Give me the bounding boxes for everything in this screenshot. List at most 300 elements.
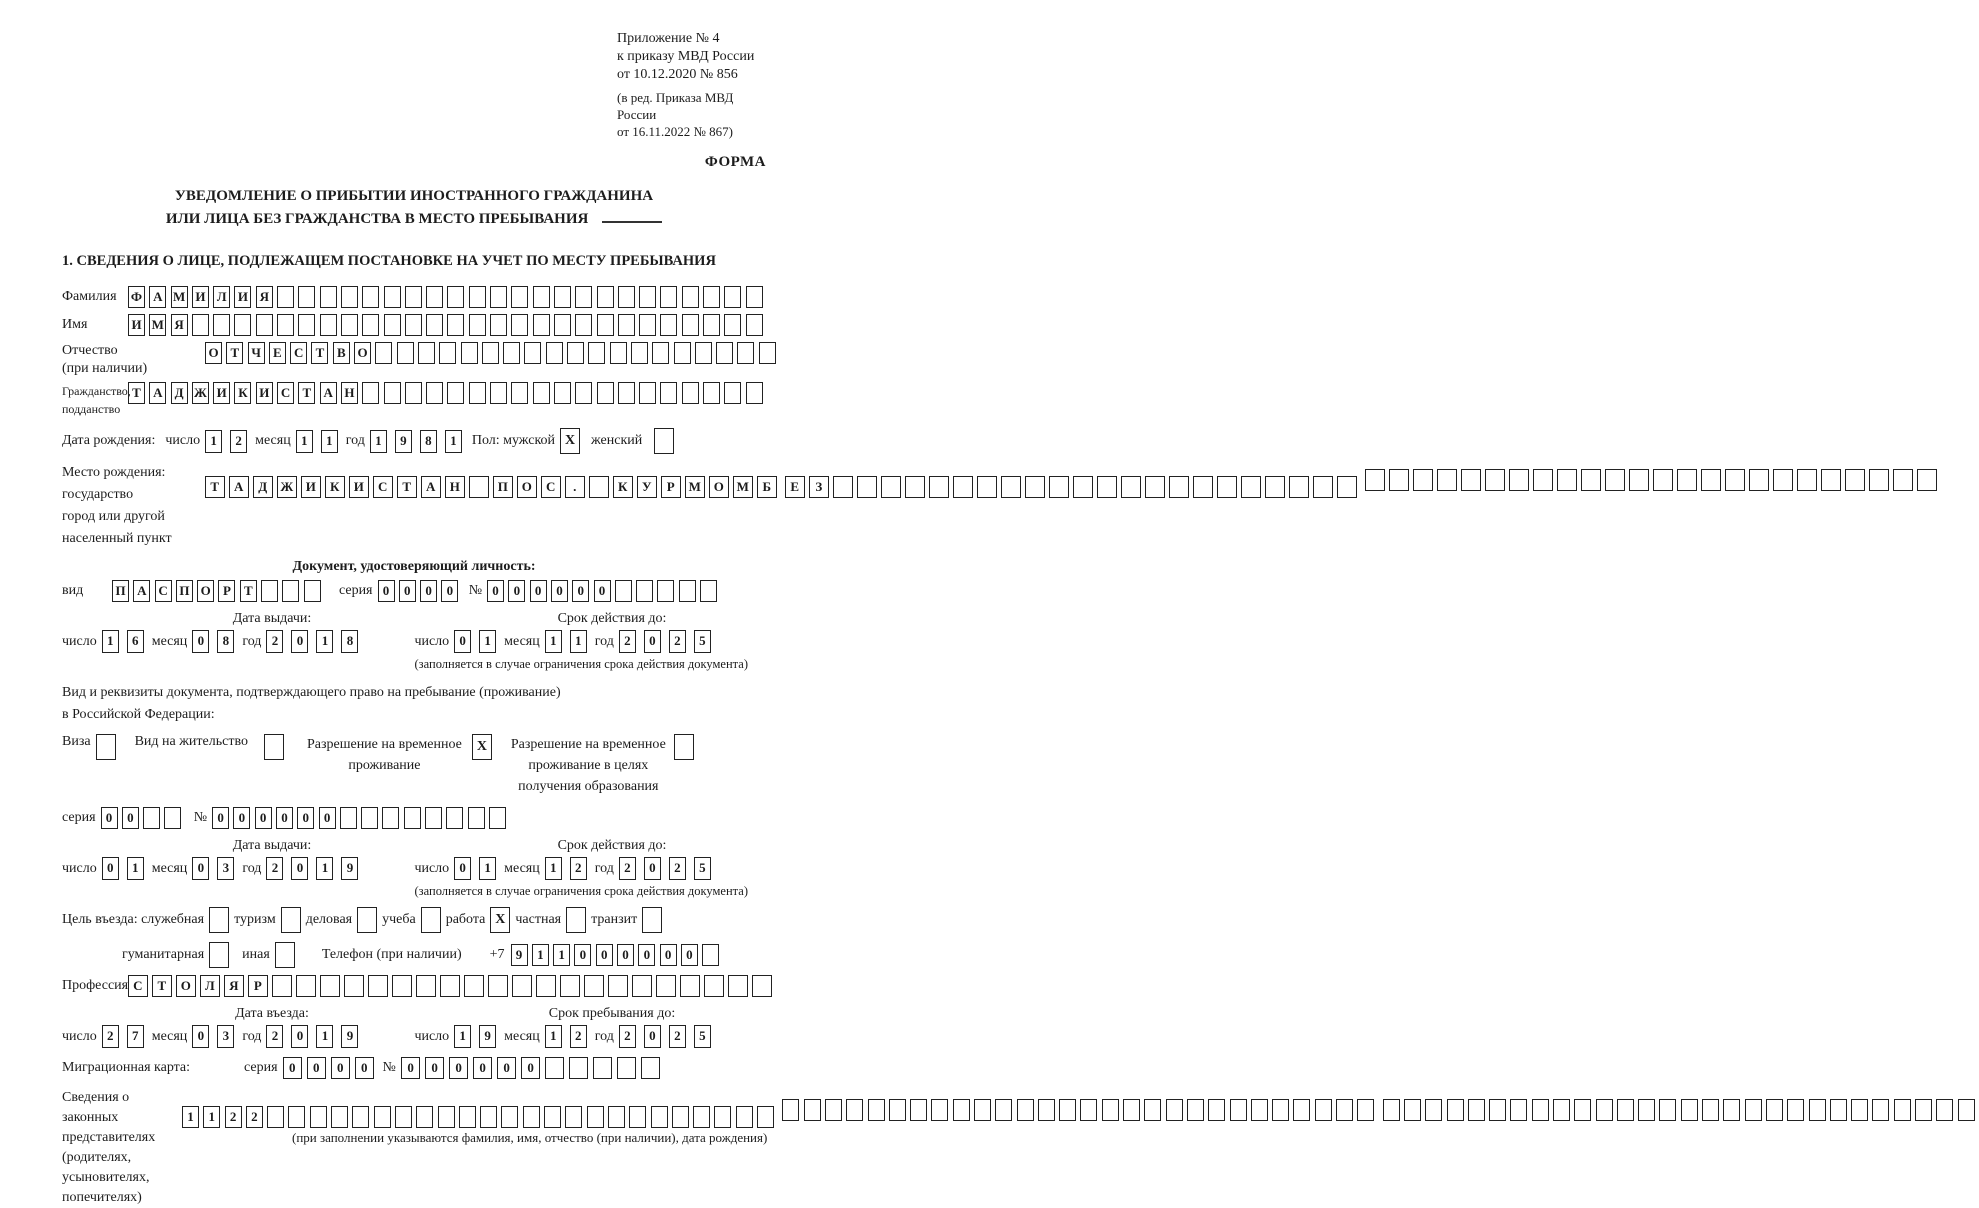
char-cell[interactable] <box>1389 469 1409 491</box>
char-cell[interactable]: К <box>234 382 251 404</box>
char-cell[interactable]: 0 <box>638 944 655 966</box>
char-cell[interactable]: Д <box>253 476 273 498</box>
char-cell[interactable]: 0 <box>192 857 209 880</box>
char-cell[interactable] <box>405 382 422 404</box>
char-cell[interactable]: Б <box>757 476 777 498</box>
char-cell[interactable] <box>1073 476 1093 498</box>
char-cell[interactable]: 1 <box>570 630 587 653</box>
char-cell[interactable] <box>1097 476 1117 498</box>
char-cell[interactable]: 0 <box>192 1025 209 1048</box>
char-cell[interactable]: М <box>171 286 188 308</box>
char-cell[interactable] <box>682 314 699 336</box>
char-cell[interactable] <box>341 314 358 336</box>
char-cell[interactable] <box>1915 1099 1932 1121</box>
char-cell[interactable] <box>277 314 294 336</box>
char-cell[interactable] <box>680 975 700 997</box>
char-cell[interactable]: 1 <box>203 1106 220 1128</box>
char-cell[interactable] <box>759 342 776 364</box>
char-cell[interactable]: 0 <box>660 944 677 966</box>
char-cell[interactable] <box>1821 469 1841 491</box>
char-cell[interactable]: И <box>301 476 321 498</box>
char-cell[interactable] <box>1958 1099 1975 1121</box>
char-cell[interactable]: С <box>290 342 307 364</box>
char-cell[interactable] <box>656 975 676 997</box>
char-cell[interactable] <box>597 382 614 404</box>
char-cell[interactable]: 2 <box>266 1025 283 1048</box>
char-cell[interactable]: 0 <box>307 1057 327 1079</box>
char-cell[interactable] <box>164 807 181 829</box>
char-cell[interactable]: 2 <box>619 857 636 880</box>
char-cell[interactable]: 1 <box>454 1025 471 1048</box>
char-cell[interactable] <box>1413 469 1433 491</box>
char-cell[interactable] <box>1681 1099 1698 1121</box>
char-cell[interactable]: О <box>205 342 222 364</box>
char-cell[interactable]: М <box>733 476 753 498</box>
char-cell[interactable] <box>340 807 357 829</box>
char-cell[interactable]: 2 <box>246 1106 263 1128</box>
char-cell[interactable] <box>1365 469 1385 491</box>
char-cell[interactable]: 0 <box>401 1057 421 1079</box>
char-cell[interactable]: С <box>541 476 561 498</box>
char-cell[interactable]: С <box>155 580 172 602</box>
char-cell[interactable]: Н <box>445 476 465 498</box>
char-cell[interactable] <box>544 1106 561 1128</box>
char-cell[interactable] <box>695 342 712 364</box>
char-cell[interactable] <box>545 1057 565 1079</box>
char-cell[interactable] <box>272 975 292 997</box>
char-cell[interactable] <box>1766 1099 1783 1121</box>
char-cell[interactable] <box>1617 1099 1634 1121</box>
char-cell[interactable] <box>608 975 628 997</box>
char-cell[interactable] <box>490 382 507 404</box>
char-cell[interactable] <box>352 1106 369 1128</box>
char-cell[interactable] <box>1080 1099 1097 1121</box>
char-cell[interactable]: 2 <box>619 1025 636 1048</box>
char-cell[interactable] <box>384 382 401 404</box>
char-cell[interactable] <box>746 382 763 404</box>
char-cell[interactable]: А <box>320 382 337 404</box>
char-cell[interactable]: А <box>229 476 249 498</box>
char-cell[interactable]: И <box>192 286 209 308</box>
char-cell[interactable] <box>533 382 550 404</box>
char-cell[interactable] <box>1049 476 1069 498</box>
char-cell[interactable] <box>597 286 614 308</box>
char-cell[interactable]: И <box>349 476 369 498</box>
char-cell[interactable] <box>490 286 507 308</box>
char-cell[interactable] <box>846 1099 863 1121</box>
char-cell[interactable] <box>724 382 741 404</box>
char-cell[interactable] <box>425 807 442 829</box>
char-cell[interactable] <box>384 286 401 308</box>
char-cell[interactable]: Е <box>785 476 805 498</box>
char-cell[interactable] <box>1217 476 1237 498</box>
char-cell[interactable]: 0 <box>233 807 250 829</box>
char-cell[interactable] <box>618 382 635 404</box>
char-cell[interactable]: О <box>709 476 729 498</box>
char-cell[interactable] <box>1265 476 1285 498</box>
char-cell[interactable] <box>724 314 741 336</box>
char-cell[interactable] <box>1701 469 1721 491</box>
char-cell[interactable] <box>298 286 315 308</box>
char-cell[interactable] <box>746 314 763 336</box>
char-cell[interactable] <box>384 314 401 336</box>
purpose-humanitarian-checkbox[interactable] <box>209 942 229 968</box>
char-cell[interactable] <box>397 342 414 364</box>
char-cell[interactable] <box>480 1106 497 1128</box>
char-cell[interactable] <box>588 342 605 364</box>
char-cell[interactable]: 9 <box>511 944 528 966</box>
char-cell[interactable] <box>610 342 627 364</box>
char-cell[interactable]: Ж <box>277 476 297 498</box>
char-cell[interactable] <box>447 286 464 308</box>
char-cell[interactable] <box>1702 1099 1719 1121</box>
char-cell[interactable]: 2 <box>669 1025 686 1048</box>
purpose-work-checkbox[interactable]: X <box>490 907 510 933</box>
char-cell[interactable]: 0 <box>355 1057 375 1079</box>
char-cell[interactable] <box>1001 476 1021 498</box>
char-cell[interactable] <box>597 314 614 336</box>
char-cell[interactable] <box>1447 1099 1464 1121</box>
char-cell[interactable] <box>1489 1099 1506 1121</box>
char-cell[interactable] <box>615 580 632 602</box>
char-cell[interactable]: Т <box>397 476 417 498</box>
char-cell[interactable] <box>1336 1099 1353 1121</box>
char-cell[interactable]: 0 <box>454 857 471 880</box>
char-cell[interactable] <box>447 314 464 336</box>
char-cell[interactable] <box>143 807 160 829</box>
char-cell[interactable]: 6 <box>127 630 144 653</box>
char-cell[interactable] <box>524 342 541 364</box>
char-cell[interactable]: 0 <box>681 944 698 966</box>
char-cell[interactable] <box>804 1099 821 1121</box>
char-cell[interactable]: 0 <box>291 857 308 880</box>
char-cell[interactable] <box>931 1099 948 1121</box>
char-cell[interactable]: А <box>133 580 150 602</box>
char-cell[interactable] <box>395 1106 412 1128</box>
char-cell[interactable]: 0 <box>192 630 209 653</box>
char-cell[interactable]: 0 <box>487 580 504 602</box>
char-cell[interactable] <box>1337 476 1357 498</box>
char-cell[interactable]: 2 <box>669 857 686 880</box>
char-cell[interactable] <box>702 944 719 966</box>
char-cell[interactable]: Т <box>205 476 225 498</box>
char-cell[interactable] <box>469 476 489 498</box>
char-cell[interactable] <box>1293 1099 1310 1121</box>
char-cell[interactable]: К <box>613 476 633 498</box>
edu-residence-checkbox[interactable] <box>674 734 694 760</box>
char-cell[interactable] <box>703 286 720 308</box>
char-cell[interactable]: 1 <box>370 430 387 453</box>
char-cell[interactable] <box>1437 469 1457 491</box>
char-cell[interactable] <box>575 286 592 308</box>
char-cell[interactable] <box>213 314 230 336</box>
char-cell[interactable]: 2 <box>570 1025 587 1048</box>
char-cell[interactable] <box>560 975 580 997</box>
char-cell[interactable] <box>536 975 556 997</box>
char-cell[interactable]: К <box>325 476 345 498</box>
char-cell[interactable]: 5 <box>694 630 711 653</box>
char-cell[interactable]: 0 <box>283 1057 303 1079</box>
char-cell[interactable]: А <box>421 476 441 498</box>
char-cell[interactable] <box>1461 469 1481 491</box>
char-cell[interactable] <box>426 382 443 404</box>
char-cell[interactable]: Т <box>226 342 243 364</box>
char-cell[interactable] <box>1872 1099 1889 1121</box>
char-cell[interactable] <box>569 1057 589 1079</box>
char-cell[interactable] <box>375 342 392 364</box>
char-cell[interactable]: А <box>149 382 166 404</box>
char-cell[interactable] <box>657 580 674 602</box>
char-cell[interactable] <box>1193 476 1213 498</box>
char-cell[interactable] <box>1723 1099 1740 1121</box>
char-cell[interactable] <box>1485 469 1505 491</box>
char-cell[interactable] <box>1532 1099 1549 1121</box>
char-cell[interactable] <box>929 476 949 498</box>
char-cell[interactable] <box>310 1106 327 1128</box>
char-cell[interactable] <box>1797 469 1817 491</box>
char-cell[interactable]: 0 <box>212 807 229 829</box>
char-cell[interactable] <box>1025 476 1045 498</box>
char-cell[interactable]: 0 <box>644 857 661 880</box>
char-cell[interactable] <box>368 975 388 997</box>
char-cell[interactable] <box>703 314 720 336</box>
char-cell[interactable] <box>447 382 464 404</box>
char-cell[interactable]: 0 <box>331 1057 351 1079</box>
char-cell[interactable] <box>1038 1099 1055 1121</box>
char-cell[interactable]: 0 <box>644 630 661 653</box>
char-cell[interactable] <box>639 382 656 404</box>
char-cell[interactable]: 2 <box>266 857 283 880</box>
char-cell[interactable] <box>617 1057 637 1079</box>
char-cell[interactable]: 1 <box>182 1106 199 1128</box>
char-cell[interactable] <box>362 382 379 404</box>
char-cell[interactable]: М <box>685 476 705 498</box>
char-cell[interactable] <box>362 314 379 336</box>
char-cell[interactable]: Д <box>171 382 188 404</box>
char-cell[interactable] <box>833 476 853 498</box>
char-cell[interactable] <box>1313 476 1333 498</box>
char-cell[interactable]: Р <box>218 580 235 602</box>
char-cell[interactable] <box>1509 469 1529 491</box>
char-cell[interactable]: 0 <box>276 807 293 829</box>
char-cell[interactable]: 0 <box>449 1057 469 1079</box>
char-cell[interactable]: 1 <box>445 430 462 453</box>
char-cell[interactable] <box>554 314 571 336</box>
char-cell[interactable]: Н <box>341 382 358 404</box>
char-cell[interactable] <box>672 1106 689 1128</box>
char-cell[interactable]: Ж <box>192 382 209 404</box>
char-cell[interactable]: Т <box>298 382 315 404</box>
char-cell[interactable] <box>1659 1099 1676 1121</box>
char-cell[interactable]: Р <box>248 975 268 997</box>
char-cell[interactable] <box>405 286 422 308</box>
char-cell[interactable] <box>1787 1099 1804 1121</box>
residence-checkbox[interactable] <box>264 734 284 760</box>
purpose-transit-checkbox[interactable] <box>642 907 662 933</box>
char-cell[interactable] <box>700 580 717 602</box>
char-cell[interactable]: 0 <box>508 580 525 602</box>
char-cell[interactable] <box>674 342 691 364</box>
char-cell[interactable]: О <box>176 975 196 997</box>
char-cell[interactable]: О <box>197 580 214 602</box>
char-cell[interactable]: П <box>176 580 193 602</box>
char-cell[interactable]: 1 <box>545 1025 562 1048</box>
char-cell[interactable]: Я <box>224 975 244 997</box>
char-cell[interactable]: 9 <box>341 1025 358 1048</box>
char-cell[interactable]: О <box>517 476 537 498</box>
char-cell[interactable] <box>304 580 321 602</box>
char-cell[interactable]: В <box>333 342 350 364</box>
char-cell[interactable] <box>737 342 754 364</box>
char-cell[interactable] <box>469 286 486 308</box>
sex-female-checkbox[interactable] <box>654 428 674 454</box>
char-cell[interactable] <box>374 1106 391 1128</box>
char-cell[interactable]: С <box>277 382 294 404</box>
char-cell[interactable] <box>660 314 677 336</box>
char-cell[interactable] <box>554 382 571 404</box>
char-cell[interactable]: 2 <box>230 430 247 453</box>
char-cell[interactable] <box>868 1099 885 1121</box>
char-cell[interactable]: И <box>213 382 230 404</box>
char-cell[interactable] <box>362 286 379 308</box>
char-cell[interactable] <box>1145 476 1165 498</box>
char-cell[interactable]: 0 <box>378 580 395 602</box>
char-cell[interactable] <box>298 314 315 336</box>
char-cell[interactable] <box>632 975 652 997</box>
char-cell[interactable] <box>1581 469 1601 491</box>
char-cell[interactable] <box>1241 476 1261 498</box>
char-cell[interactable] <box>382 807 399 829</box>
char-cell[interactable]: 1 <box>553 944 570 966</box>
char-cell[interactable] <box>714 1106 731 1128</box>
char-cell[interactable] <box>361 807 378 829</box>
char-cell[interactable]: 8 <box>217 630 234 653</box>
char-cell[interactable] <box>426 314 443 336</box>
char-cell[interactable]: 0 <box>297 807 314 829</box>
char-cell[interactable]: 0 <box>521 1057 541 1079</box>
char-cell[interactable] <box>1272 1099 1289 1121</box>
char-cell[interactable] <box>416 1106 433 1128</box>
char-cell[interactable]: 5 <box>694 857 711 880</box>
char-cell[interactable]: 0 <box>596 944 613 966</box>
char-cell[interactable] <box>482 342 499 364</box>
char-cell[interactable] <box>440 975 460 997</box>
char-cell[interactable] <box>639 314 656 336</box>
sex-male-checkbox[interactable]: X <box>560 428 580 454</box>
char-cell[interactable] <box>977 476 997 498</box>
char-cell[interactable] <box>1404 1099 1421 1121</box>
char-cell[interactable]: 1 <box>127 857 144 880</box>
char-cell[interactable] <box>905 476 925 498</box>
char-cell[interactable] <box>1809 1099 1826 1121</box>
char-cell[interactable] <box>392 975 412 997</box>
char-cell[interactable]: 9 <box>341 857 358 880</box>
char-cell[interactable] <box>682 382 699 404</box>
char-cell[interactable] <box>1102 1099 1119 1121</box>
char-cell[interactable]: 0 <box>291 630 308 653</box>
char-cell[interactable] <box>651 1106 668 1128</box>
char-cell[interactable]: Ф <box>128 286 145 308</box>
char-cell[interactable] <box>1677 469 1697 491</box>
char-cell[interactable]: 9 <box>395 430 412 453</box>
char-cell[interactable]: 0 <box>594 580 611 602</box>
char-cell[interactable] <box>584 975 604 997</box>
char-cell[interactable]: 1 <box>102 630 119 653</box>
char-cell[interactable] <box>1169 476 1189 498</box>
char-cell[interactable]: Я <box>256 286 273 308</box>
char-cell[interactable] <box>1425 1099 1442 1121</box>
char-cell[interactable] <box>341 286 358 308</box>
char-cell[interactable] <box>459 1106 476 1128</box>
char-cell[interactable] <box>1059 1099 1076 1121</box>
char-cell[interactable]: 0 <box>122 807 139 829</box>
char-cell[interactable]: 0 <box>255 807 272 829</box>
char-cell[interactable] <box>1166 1099 1183 1121</box>
char-cell[interactable] <box>1605 469 1625 491</box>
char-cell[interactable]: 2 <box>669 630 686 653</box>
char-cell[interactable]: П <box>493 476 513 498</box>
char-cell[interactable]: 0 <box>425 1057 445 1079</box>
char-cell[interactable] <box>1894 1099 1911 1121</box>
char-cell[interactable]: 0 <box>530 580 547 602</box>
char-cell[interactable] <box>1121 476 1141 498</box>
char-cell[interactable]: 3 <box>217 857 234 880</box>
char-cell[interactable]: 3 <box>217 1025 234 1048</box>
char-cell[interactable] <box>192 314 209 336</box>
char-cell[interactable] <box>752 975 772 997</box>
char-cell[interactable]: 0 <box>420 580 437 602</box>
char-cell[interactable] <box>533 314 550 336</box>
char-cell[interactable] <box>629 1106 646 1128</box>
char-cell[interactable] <box>995 1099 1012 1121</box>
char-cell[interactable] <box>1533 469 1553 491</box>
char-cell[interactable]: 0 <box>572 580 589 602</box>
char-cell[interactable] <box>469 314 486 336</box>
char-cell[interactable]: С <box>373 476 393 498</box>
char-cell[interactable]: 1 <box>316 630 333 653</box>
char-cell[interactable] <box>746 286 763 308</box>
char-cell[interactable]: Е <box>269 342 286 364</box>
char-cell[interactable] <box>636 580 653 602</box>
char-cell[interactable]: 0 <box>319 807 336 829</box>
char-cell[interactable]: 0 <box>617 944 634 966</box>
char-cell[interactable]: 9 <box>479 1025 496 1048</box>
char-cell[interactable]: 0 <box>291 1025 308 1048</box>
char-cell[interactable] <box>490 314 507 336</box>
char-cell[interactable] <box>418 342 435 364</box>
char-cell[interactable] <box>639 286 656 308</box>
char-cell[interactable] <box>1773 469 1793 491</box>
char-cell[interactable] <box>1230 1099 1247 1121</box>
char-cell[interactable]: 0 <box>551 580 568 602</box>
char-cell[interactable] <box>589 476 609 498</box>
char-cell[interactable]: Р <box>661 476 681 498</box>
char-cell[interactable]: И <box>256 382 273 404</box>
char-cell[interactable] <box>1510 1099 1527 1121</box>
char-cell[interactable]: И <box>128 314 145 336</box>
char-cell[interactable] <box>1629 469 1649 491</box>
char-cell[interactable] <box>533 286 550 308</box>
char-cell[interactable] <box>1917 469 1937 491</box>
char-cell[interactable] <box>461 342 478 364</box>
char-cell[interactable]: Т <box>152 975 172 997</box>
char-cell[interactable] <box>587 1106 604 1128</box>
char-cell[interactable] <box>446 807 463 829</box>
char-cell[interactable] <box>693 1106 710 1128</box>
char-cell[interactable]: 1 <box>205 430 222 453</box>
char-cell[interactable] <box>953 476 973 498</box>
char-cell[interactable] <box>234 314 251 336</box>
